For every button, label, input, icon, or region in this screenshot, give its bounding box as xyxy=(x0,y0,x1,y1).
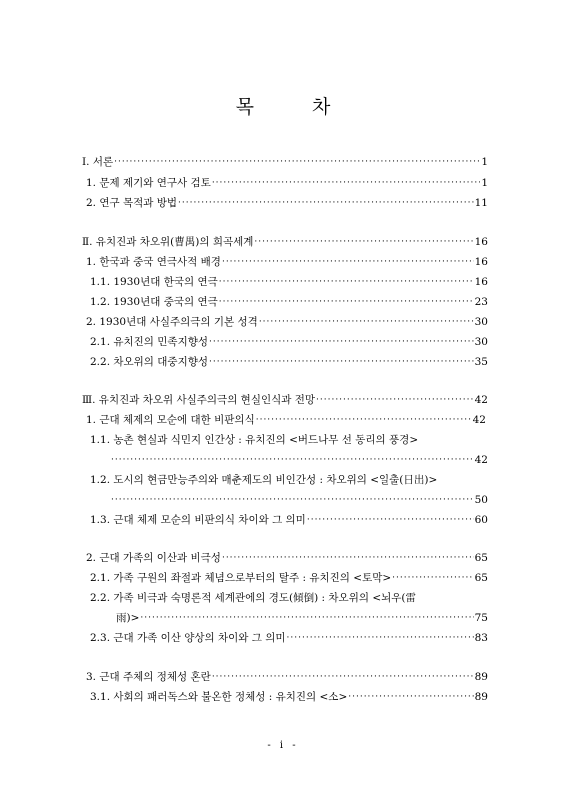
toc-entry-label: Ⅲ. 유치진과 차오위 사실주의극의 현실인식과 전망 xyxy=(82,394,316,406)
toc-entry-page: 42 xyxy=(472,414,486,426)
toc-entry[interactable] xyxy=(86,670,488,684)
leader-dots xyxy=(114,156,480,169)
toc-entry-label: 1. 문제 제기와 연구사 검토 xyxy=(86,177,211,189)
toc-entry[interactable] xyxy=(86,551,488,565)
toc-entry-label: 1. 한국과 중국 연극사적 배경 xyxy=(86,256,221,268)
toc-entry-label: 2. 1930년대 사실주의극의 기본 성격 xyxy=(86,316,258,328)
leader-dots xyxy=(287,632,474,645)
toc-entry-label: 1. 근대 체제의 모순에 대한 비판의식 xyxy=(86,414,255,426)
toc-entry-page: 89 xyxy=(474,691,488,703)
toc-entry-label[interactable]: 2.2. 가족 비극과 숙명론적 세계관에의 경도(傾倒) : 차오위의 <뇌우(雷 xyxy=(90,592,417,604)
toc-entry-page: 50 xyxy=(474,494,488,506)
toc-entry-label: Ⅰ. 서론 xyxy=(82,156,114,168)
toc-entry-continuation[interactable] xyxy=(116,611,488,625)
toc-entry-label: Ⅱ. 유치진과 차오위(曹禺)의 희곡세계 xyxy=(82,236,254,248)
toc-entry[interactable] xyxy=(90,335,488,349)
toc-entry[interactable] xyxy=(86,196,488,210)
leader-dots xyxy=(178,197,474,210)
toc-entry-page: 75 xyxy=(474,612,488,624)
toc-entry-label: 2. 연구 목적과 방법 xyxy=(86,197,178,209)
toc-entry-label: 2.3. 근대 가족 이산 양상의 차이와 그 의미 xyxy=(90,632,286,644)
leader-dots xyxy=(111,454,474,467)
toc-entry-label: 1.2. 1930년대 중국의 연극 xyxy=(90,296,218,308)
leader-dots xyxy=(222,552,474,565)
toc-entry-page: 35 xyxy=(474,356,488,368)
toc-entry[interactable] xyxy=(86,413,486,427)
toc-entry[interactable] xyxy=(86,255,488,269)
toc-entry[interactable] xyxy=(90,355,488,369)
leader-dots xyxy=(212,177,481,190)
toc-entry-label: 1.1. 1930년대 한국의 연극 xyxy=(90,276,218,288)
toc-entry-continuation[interactable] xyxy=(110,453,488,467)
toc-entry-label: 3.1. 사회의 패러독스와 불온한 정체성 : 유치진의 <소> xyxy=(90,691,348,703)
page-footer-number: - i - xyxy=(267,740,299,751)
toc-entry[interactable] xyxy=(90,295,488,309)
toc-entry-label: 3. 근대 주체의 정체성 혼란 xyxy=(86,671,211,683)
toc-entry-page: 65 xyxy=(474,572,488,584)
toc-entry-label: 2.2. 차오위의 대중지향성 xyxy=(90,356,208,368)
leader-dots xyxy=(140,612,473,625)
toc-entry-page: 23 xyxy=(474,296,488,308)
toc-entry-page: 42 xyxy=(474,454,488,466)
page-title: 목 차 xyxy=(235,96,357,118)
toc-entry[interactable] xyxy=(90,571,488,585)
leader-dots xyxy=(219,296,474,309)
toc-entry-page: 83 xyxy=(474,632,488,644)
toc-entry-continuation[interactable] xyxy=(110,493,488,507)
leader-dots xyxy=(222,256,474,269)
toc-entry-page: 1 xyxy=(481,156,488,168)
leader-dots xyxy=(307,514,474,527)
toc-entry[interactable] xyxy=(82,155,488,169)
toc-entry-page: 1 xyxy=(481,177,488,189)
toc-entry-page: 42 xyxy=(474,394,488,406)
toc-entry[interactable] xyxy=(86,176,488,190)
toc-entry[interactable] xyxy=(90,631,488,645)
toc-entry-page: 16 xyxy=(474,256,488,268)
toc-entry-page: 16 xyxy=(474,236,488,248)
leader-dots xyxy=(259,316,474,329)
leader-dots xyxy=(111,494,474,507)
leader-dots xyxy=(256,414,472,427)
toc-entry-page: 89 xyxy=(474,671,488,683)
toc-entry-page: 60 xyxy=(474,514,488,526)
toc-entry[interactable] xyxy=(82,393,488,407)
toc-entry-label-continued: 雨)> xyxy=(116,612,140,624)
toc-entry-page: 30 xyxy=(474,336,488,348)
toc-entry[interactable] xyxy=(90,690,488,704)
toc-entry-page: 65 xyxy=(474,552,488,564)
toc-entry-label: 2. 근대 가족의 이산과 비극성 xyxy=(86,552,221,564)
leader-dots xyxy=(316,394,474,407)
toc-entry[interactable] xyxy=(82,235,488,249)
toc-entry-page: 30 xyxy=(474,316,488,328)
toc-entry-page: 16 xyxy=(474,276,488,288)
toc-entry-label: 1.3. 근대 체제 모순의 비판의식 차이와 그 의미 xyxy=(90,514,306,526)
toc-entry-label[interactable]: 1.1. 농촌 현실과 식민지 인간상 : 유치진의 <버드나무 선 동리의 풍경> xyxy=(90,434,419,446)
toc-entry[interactable] xyxy=(90,275,488,289)
leader-dots xyxy=(209,356,474,369)
toc-entry-page: 11 xyxy=(474,197,488,209)
leader-dots xyxy=(348,691,473,704)
leader-dots xyxy=(392,572,473,585)
leader-dots xyxy=(254,236,473,249)
toc-entry[interactable] xyxy=(86,315,488,329)
leader-dots xyxy=(209,336,474,349)
toc-entry[interactable] xyxy=(90,513,488,527)
leader-dots xyxy=(219,276,474,289)
leader-dots xyxy=(212,671,474,684)
toc-entry-label: 2.1. 가족 구원의 좌절과 체념으로부터의 탈주 : 유치진의 <토막> xyxy=(90,572,392,584)
toc-entry-label: 2.1. 유치진의 민족지향성 xyxy=(90,336,208,348)
toc-entry-label[interactable]: 1.2. 도시의 현금만능주의와 매춘제도의 비인간성 : 차오위의 <일출(日出)> xyxy=(90,474,438,486)
